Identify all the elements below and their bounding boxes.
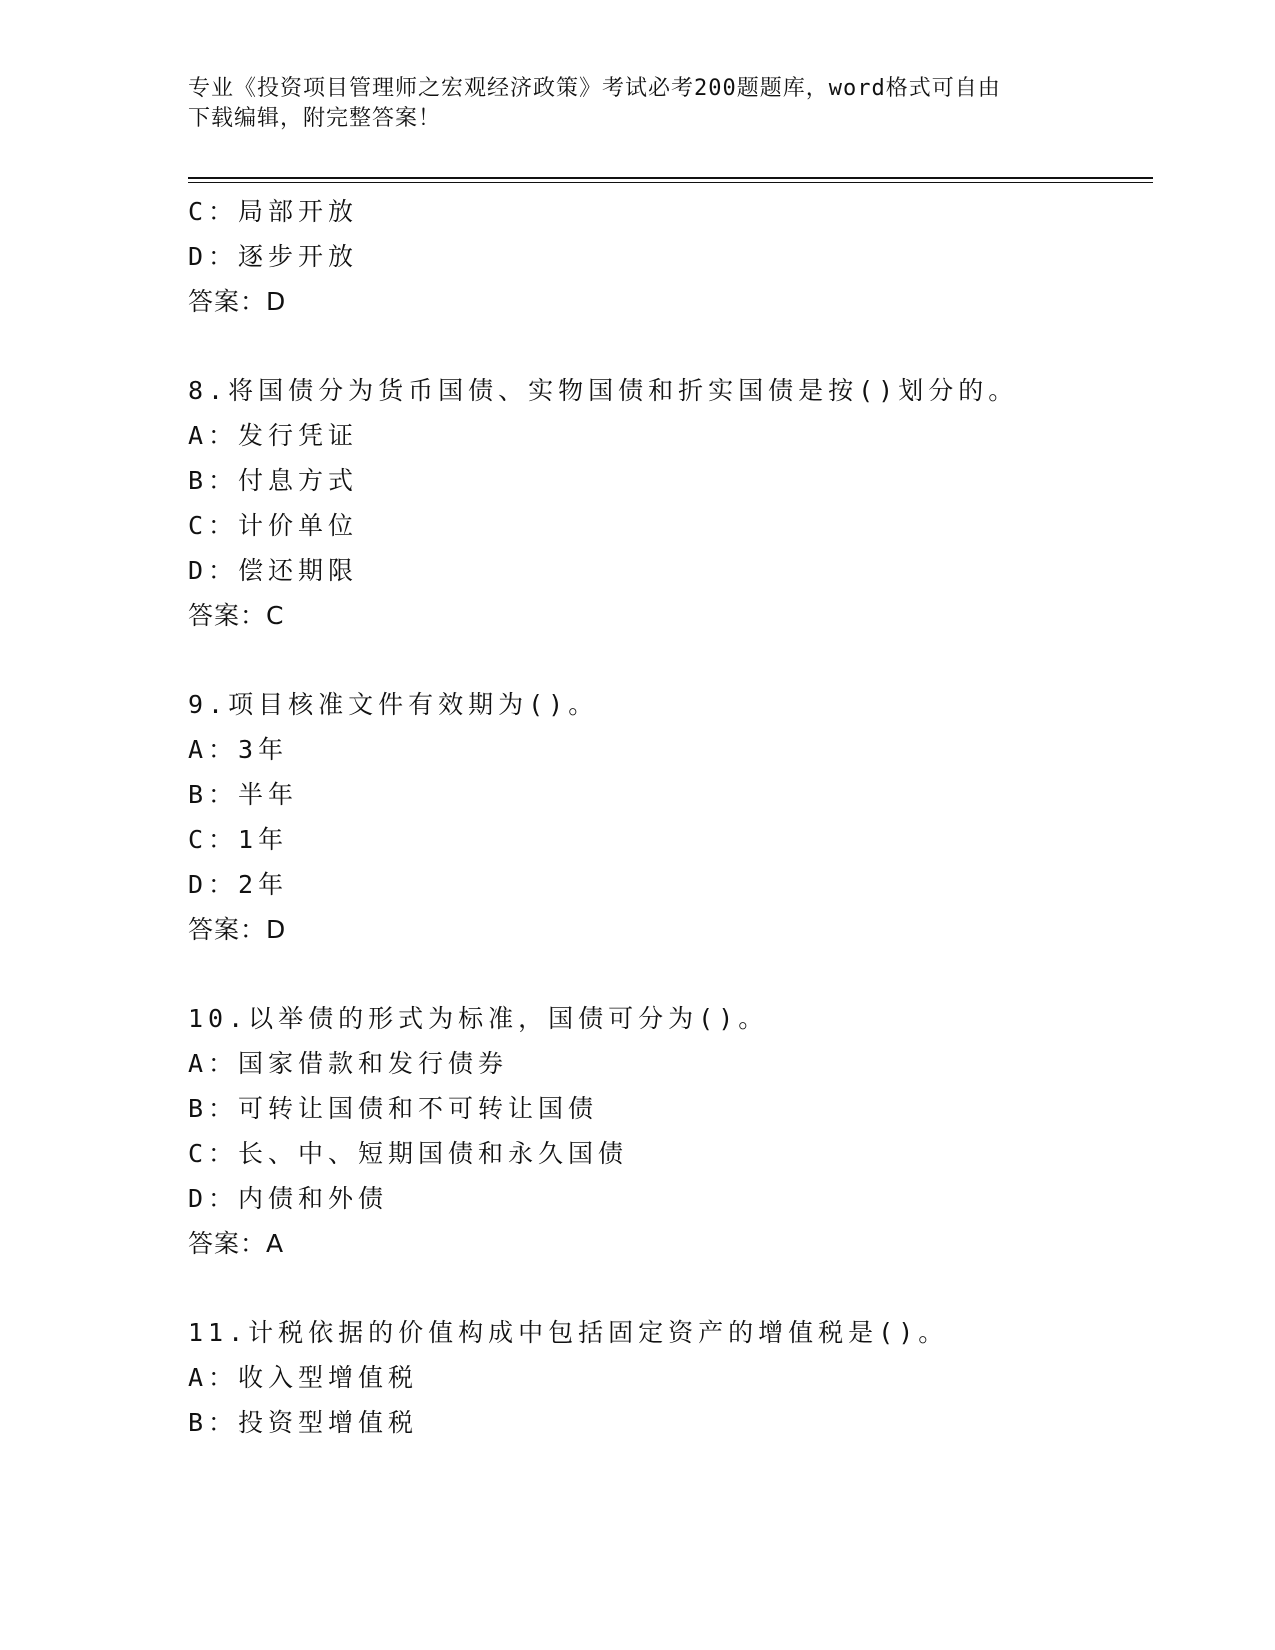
q10-option-a: A：国家借款和发行债券 — [188, 1049, 509, 1078]
q9-option-d: D：2年 — [188, 870, 289, 899]
question-11: 11.计税依据的价值构成中包括固定资产的增值税是()。 — [188, 1318, 949, 1347]
answer: 答案：D — [188, 287, 287, 316]
document-header — [188, 74, 1068, 134]
header-line-1: 专业《投资项目管理师之宏观经济政策》考试必考200题题库，word格式可自由 — [188, 76, 1001, 101]
q8-option-d: D：偿还期限 — [188, 556, 359, 585]
option-c: C：局部开放 — [188, 197, 359, 226]
q8-option-b: B：付息方式 — [188, 466, 359, 495]
q8-option-c: C：计价单位 — [188, 511, 359, 540]
option-d: D：逐步开放 — [188, 242, 359, 271]
question-10: 10.以举债的形式为标准，国债可分为()。 — [188, 1004, 769, 1033]
q10-option-c: C：长、中、短期国债和永久国债 — [188, 1139, 629, 1168]
header-divider-thin — [188, 182, 1153, 183]
header-divider-thick — [188, 177, 1153, 179]
question-9: 9.项目核准文件有效期为()。 — [188, 690, 599, 719]
q9-option-c: C：1年 — [188, 825, 289, 854]
q8-option-a: A：发行凭证 — [188, 421, 359, 450]
q9-answer: 答案：D — [188, 915, 287, 944]
header-line-2: 下载编辑，附完整答案！ — [188, 106, 442, 131]
question-8: 8.将国债分为货币国债、实物国债和折实国债是按()划分的。 — [188, 376, 1019, 405]
q9-option-b: B：半年 — [188, 780, 299, 809]
q10-option-b: B：可转让国债和不可转让国债 — [188, 1094, 599, 1123]
q8-answer: 答案：C — [188, 601, 285, 630]
q10-option-d: D：内债和外债 — [188, 1184, 389, 1213]
q9-option-a: A：3年 — [188, 735, 289, 764]
q10-answer: 答案：A — [188, 1229, 285, 1258]
q11-option-b: B：投资型增值税 — [188, 1408, 419, 1437]
q11-option-a: A：收入型增值税 — [188, 1363, 419, 1392]
